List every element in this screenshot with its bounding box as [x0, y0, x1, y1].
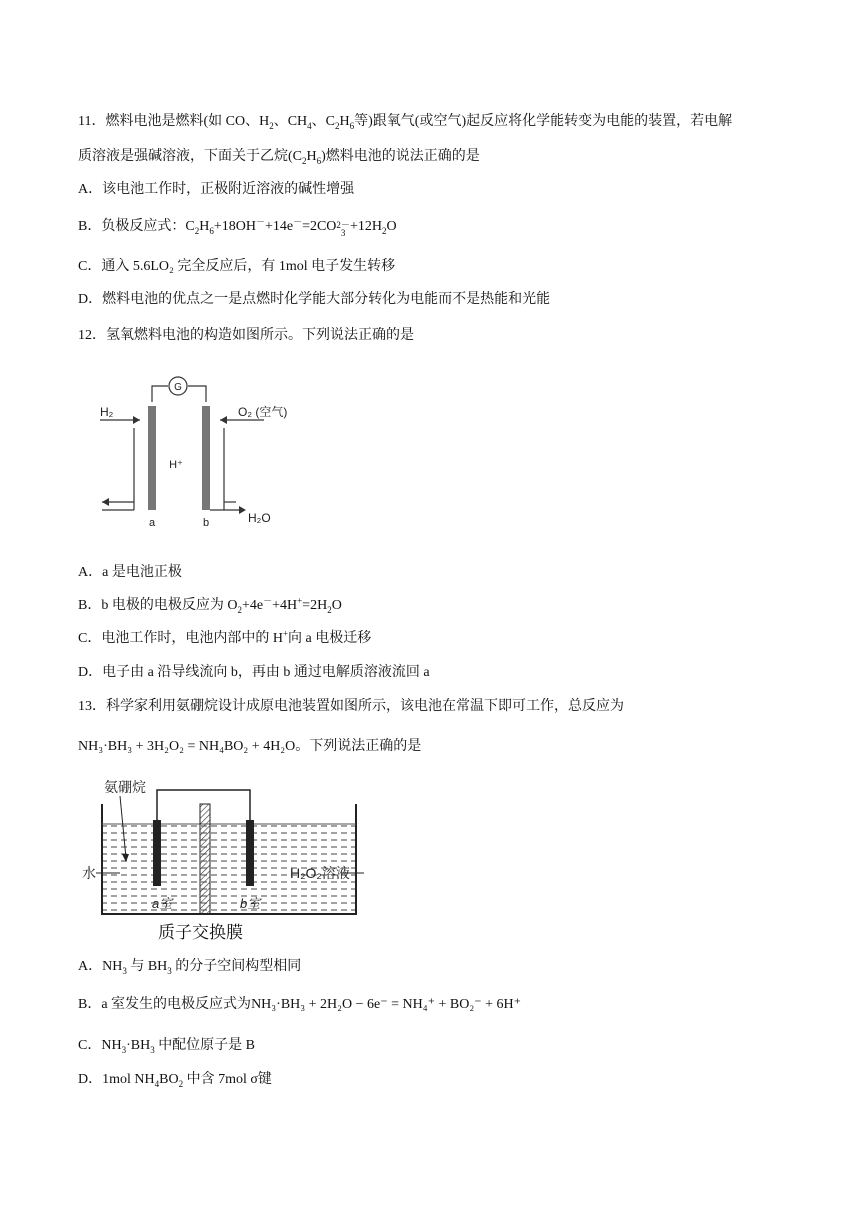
q12-option-a: A．a 是电池正极 — [78, 565, 182, 580]
q12-option-d: D．电子由 a 沿导线流向 b，再由 b 通过电解质溶液流回 a — [78, 665, 430, 680]
h2o-outlet-arrow-icon — [239, 506, 246, 514]
q12-option-b: B．b 电极的电极反应为 $O_2+4e^-+4H^+=2H_2O$ — [78, 595, 342, 615]
h2o2-solution-label: H₂O₂溶液 — [290, 865, 350, 881]
room-b-label: b室 — [240, 896, 261, 911]
electrode-a-room — [153, 820, 161, 886]
electrode-a — [148, 406, 156, 510]
h2o-label: H₂O — [248, 511, 271, 525]
q12-stem: 12．氢氧燃料电池的构造如图所示。下列说法正确的是 — [78, 328, 414, 343]
o2-inlet-arrow-icon — [220, 416, 227, 424]
q11-stem-line1: 11．燃料电池是燃料(如 CO、$H_2$、$CH_4$、$C_2H_6$等)跟氧气(或空气)起反应将化学能转变为电能的装置，若电解 — [78, 114, 733, 131]
q13-option-b: B．a 室发生的电极反应式为NH₃·BH₃ + 2H₂O − 6e⁻ = NH₄⁺ + BO₂⁻ + 6H⁺ — [78, 997, 522, 1012]
q11-option-b: B．负极反应式：$C_2H_6+18OH^-+14e^-=2CO$ 2－ 3 $+12H_2O$ — [78, 216, 397, 238]
q11-option-d: D．燃料电池的优点之一是点燃时化学能大部分转化为电能而不是热能和光能 — [78, 292, 551, 307]
hydrogen-oxygen-fuel-cell-diagram — [96, 374, 306, 534]
ammonia-borane-cell-diagram — [80, 774, 380, 949]
proton-exchange-membrane — [200, 804, 210, 914]
o2-label: O₂ (空气) — [238, 405, 288, 419]
electrode-a-label: a — [148, 517, 156, 529]
q13-stem-line1: 13．科学家利用氨硼烷设计成原电池装置如图所示，该电池在常温下即可工作，总反应为 — [78, 699, 624, 714]
q12-option-c: C．电池工作时，电池内部中的 H+向 a 电极迁移 — [78, 628, 372, 646]
q13-total-equation: NH₃·BH₃ + 3H₂O₂ = NH₄BO₂ + 4H₂O — [78, 739, 296, 754]
q13-option-a: A．$NH_3$ 与 $BH_3$ 的分子空间构型相同 — [78, 959, 302, 976]
ammonia-borane-label: 氨硼烷 — [104, 779, 146, 795]
electrode-b-room — [246, 820, 254, 886]
h2-label: H₂ — [100, 405, 114, 419]
q11-option-c: C．通入 5.6LO₂ 完全反应后，有 1mol 电子发生转移 — [78, 259, 396, 274]
q11-stem-line2: 质溶液是强碱溶液，下面关于乙烷$(C_2H_6)$燃料电池的说法正确的是 — [78, 149, 480, 166]
room-a-label: a室 — [152, 896, 173, 911]
water-label: 水 — [82, 865, 96, 881]
q13-option-b-equation: NH₃·BH₃ + 2H₂O − 6e⁻ = NH₄⁺ + BO₂⁻ + 6H⁺ — [251, 997, 522, 1012]
h2-inlet-arrow-icon — [133, 416, 140, 424]
galvanometer-label: G — [174, 382, 182, 393]
q13-option-d: D．1mol $NH_4BO_2$ 中含 7mol σ键 — [78, 1072, 272, 1089]
membrane-label: 质子交换膜 — [158, 923, 243, 942]
left-outlet-arrow-icon — [102, 498, 109, 506]
q11-option-a: A．该电池工作时，正极附近溶液的碱性增强 — [78, 182, 355, 197]
electrolyte-label: H⁺ — [169, 459, 183, 471]
electrode-b — [202, 406, 210, 510]
electrode-b-label: b — [202, 517, 210, 529]
q13-stem-line2: NH₃·BH₃ + 3H₂O₂ = NH₄BO₂ + 4H₂O。下列说法正确的是 — [78, 739, 422, 754]
q13-option-c: C．$NH_3\cdot BH_3$ 中配位原子是 B — [78, 1038, 256, 1055]
